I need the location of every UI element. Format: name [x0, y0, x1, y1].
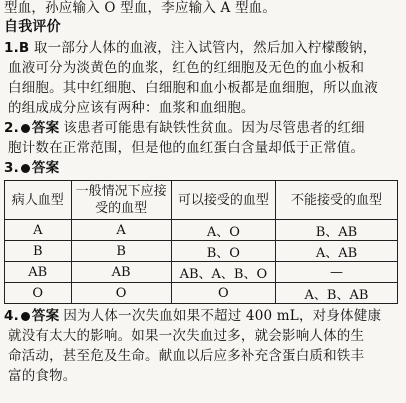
- answer-label: 答案: [31, 308, 60, 324]
- answer-bullet-icon: [21, 124, 30, 133]
- answer-bullet-icon: [21, 312, 30, 321]
- q1-text-1: 取一部分人体的血液，注入试管内，然后加入柠檬酸钠，: [33, 40, 377, 56]
- answer-label: 答案: [31, 120, 60, 136]
- q1-number: 1.B: [4, 40, 30, 56]
- table-cell: A: [5, 220, 72, 241]
- table-cell: B、O: [171, 241, 275, 262]
- table-cell: O: [5, 283, 72, 304]
- q3-number: 3.: [4, 160, 19, 176]
- table-cell: A: [71, 220, 171, 241]
- top-line: 型血，孙应输入 O 型血，李应输入 A 型血。: [4, 0, 277, 16]
- q4-text-1: 因为人体一次失血如果不超过 400 mL，对身体健康: [63, 308, 382, 324]
- q3-line-1: [4, 158, 402, 178]
- table-cell: AB: [5, 262, 72, 283]
- table-cell: A、AB: [275, 241, 397, 262]
- table-cell: A、O: [171, 220, 275, 241]
- table-header-row: [5, 181, 398, 220]
- table-row: [5, 283, 398, 304]
- q2-line-1: [4, 118, 402, 138]
- q2-text-1: 该患者可能患有缺铁性贫血。因为尽管患者的红细: [63, 120, 365, 136]
- answer-label: 答案: [31, 160, 60, 176]
- table-cell: B: [5, 241, 72, 262]
- col-header-acceptable: 可以接受的血型: [171, 181, 275, 220]
- q2-text-2: 胞计数在正常范围，但是他的血红蛋白含量却低于正常值。: [8, 140, 365, 156]
- table-cell: B、AB: [275, 220, 397, 241]
- table-cell: AB: [71, 262, 171, 283]
- section-title: 自我评价: [4, 19, 61, 35]
- col-header-patient-type: 病人血型: [5, 181, 72, 220]
- table-cell: O: [171, 283, 275, 304]
- q4-text-3: 命活动，甚至危及生命。献血以后应多补充含蛋白质和铁丰: [8, 348, 365, 364]
- q1-line-1: [4, 38, 402, 58]
- col-header-unacceptable: 不能接受的血型: [275, 181, 397, 220]
- answer-bullet-icon: [21, 164, 30, 173]
- q4-text-4: 富的食物。: [8, 368, 77, 384]
- q2-number: 2.: [4, 120, 19, 136]
- table-row: [5, 241, 398, 262]
- answer-tag: [21, 118, 59, 138]
- q4-line-1: [4, 306, 402, 326]
- table-cell: AB、A、B、O: [171, 262, 275, 283]
- q1-text-3: 白细胞。其中红细胞、白细胞和血小板都是血细胞，所以血液: [8, 80, 378, 96]
- document-page: [4, 0, 402, 386]
- q4-text-2: 就没有太大的影响。如果一次失血过多，就会影响人体的生: [8, 328, 365, 344]
- q1-text-4: 的组成成分应该有两种：血浆和血细胞。: [8, 100, 255, 116]
- table-cell: B: [71, 241, 171, 262]
- table-cell: —: [275, 262, 397, 283]
- q4-number: 4.: [4, 308, 19, 324]
- answer-tag: [21, 158, 59, 178]
- answer-tag: [21, 306, 59, 326]
- table-cell: A、B、AB: [275, 283, 397, 304]
- blood-type-table: [4, 180, 398, 304]
- q1-text-2: 血液可分为淡黄色的血浆，红色的红细胞及无色的血小板和: [8, 60, 365, 76]
- col-header-normal-type: 一般情况下应接受的血型: [71, 181, 171, 220]
- table-cell: O: [71, 283, 171, 304]
- table-row: [5, 220, 398, 241]
- table-row: [5, 262, 398, 283]
